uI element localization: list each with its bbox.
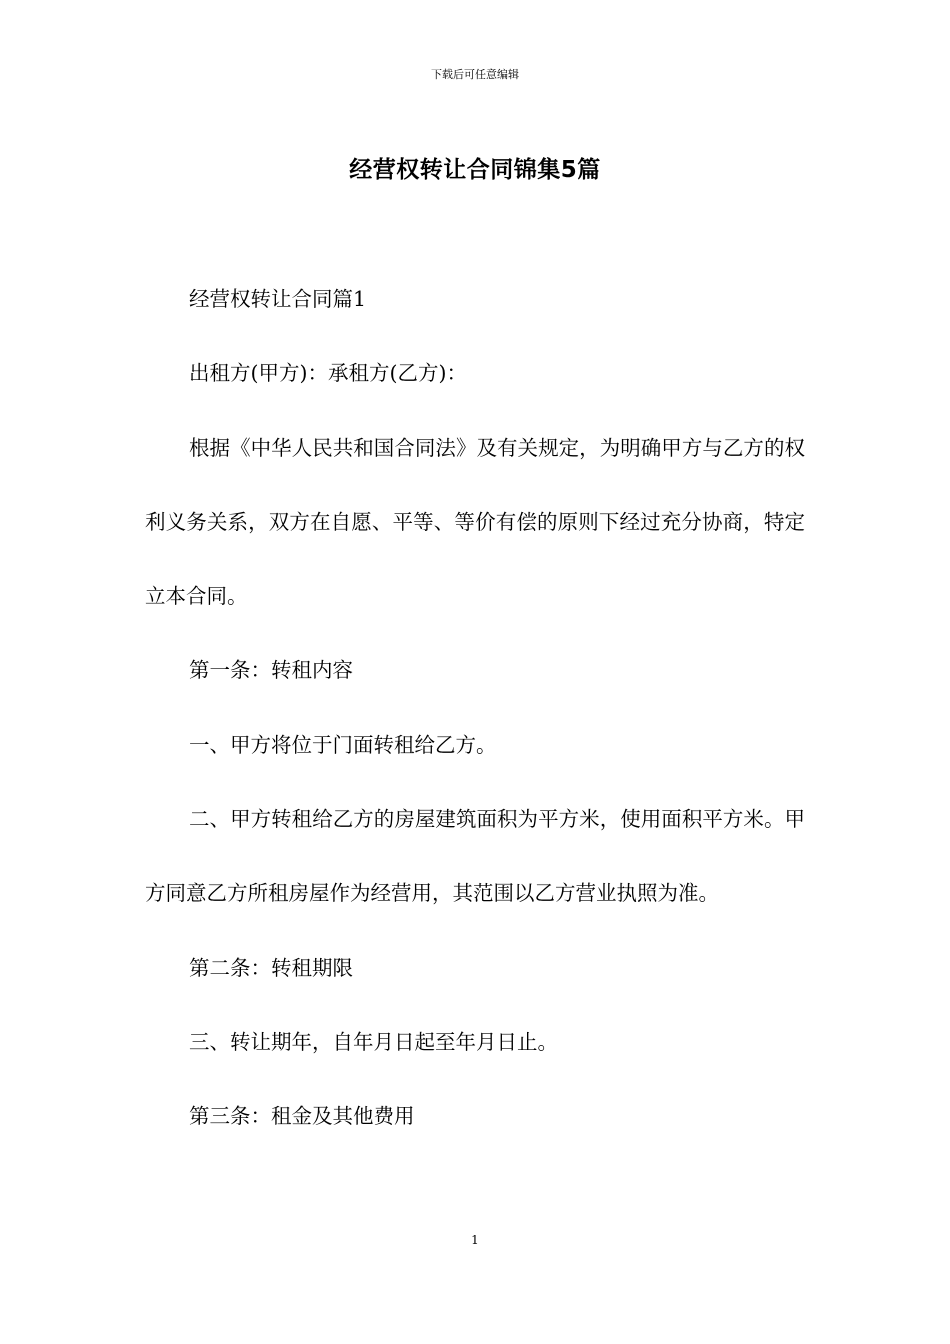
parties-line: 出租方(甲方)：承租方(乙方)： (189, 361, 467, 386)
page-title: 经营权转让合同锦集5篇 (349, 157, 601, 183)
section-heading-contract-1: 经营权转让合同篇1 (189, 287, 367, 311)
clause-1: 一、甲方将位于门面转租给乙方。 (189, 732, 497, 757)
document-body (145, 262, 805, 1154)
article-2-heading: 第二条：转租期限 (189, 955, 353, 980)
header-note: 下载后可任意编辑 (431, 68, 519, 81)
article-3-heading: 第三条：租金及其他费用 (189, 1104, 415, 1129)
preamble-paragraph: 根据《中华人民共和国合同法》及有关规定，为明确甲方与乙方的权利义务关系，双方在自愿、平等、等价有偿的原则下经过充分协商，特定立本合同。 (145, 435, 805, 609)
article-1-heading: 第一条：转租内容 (189, 658, 353, 683)
clause-3: 三、转让期年，自年月日起至年月日止。 (189, 1029, 558, 1054)
clause-2: 二、甲方转租给乙方的房屋建筑面积为平方米，使用面积平方米。甲方同意乙方所租房屋作为经营用，其范围以乙方营业执照为准。 (145, 807, 805, 906)
page-number: 1 (471, 1233, 479, 1247)
